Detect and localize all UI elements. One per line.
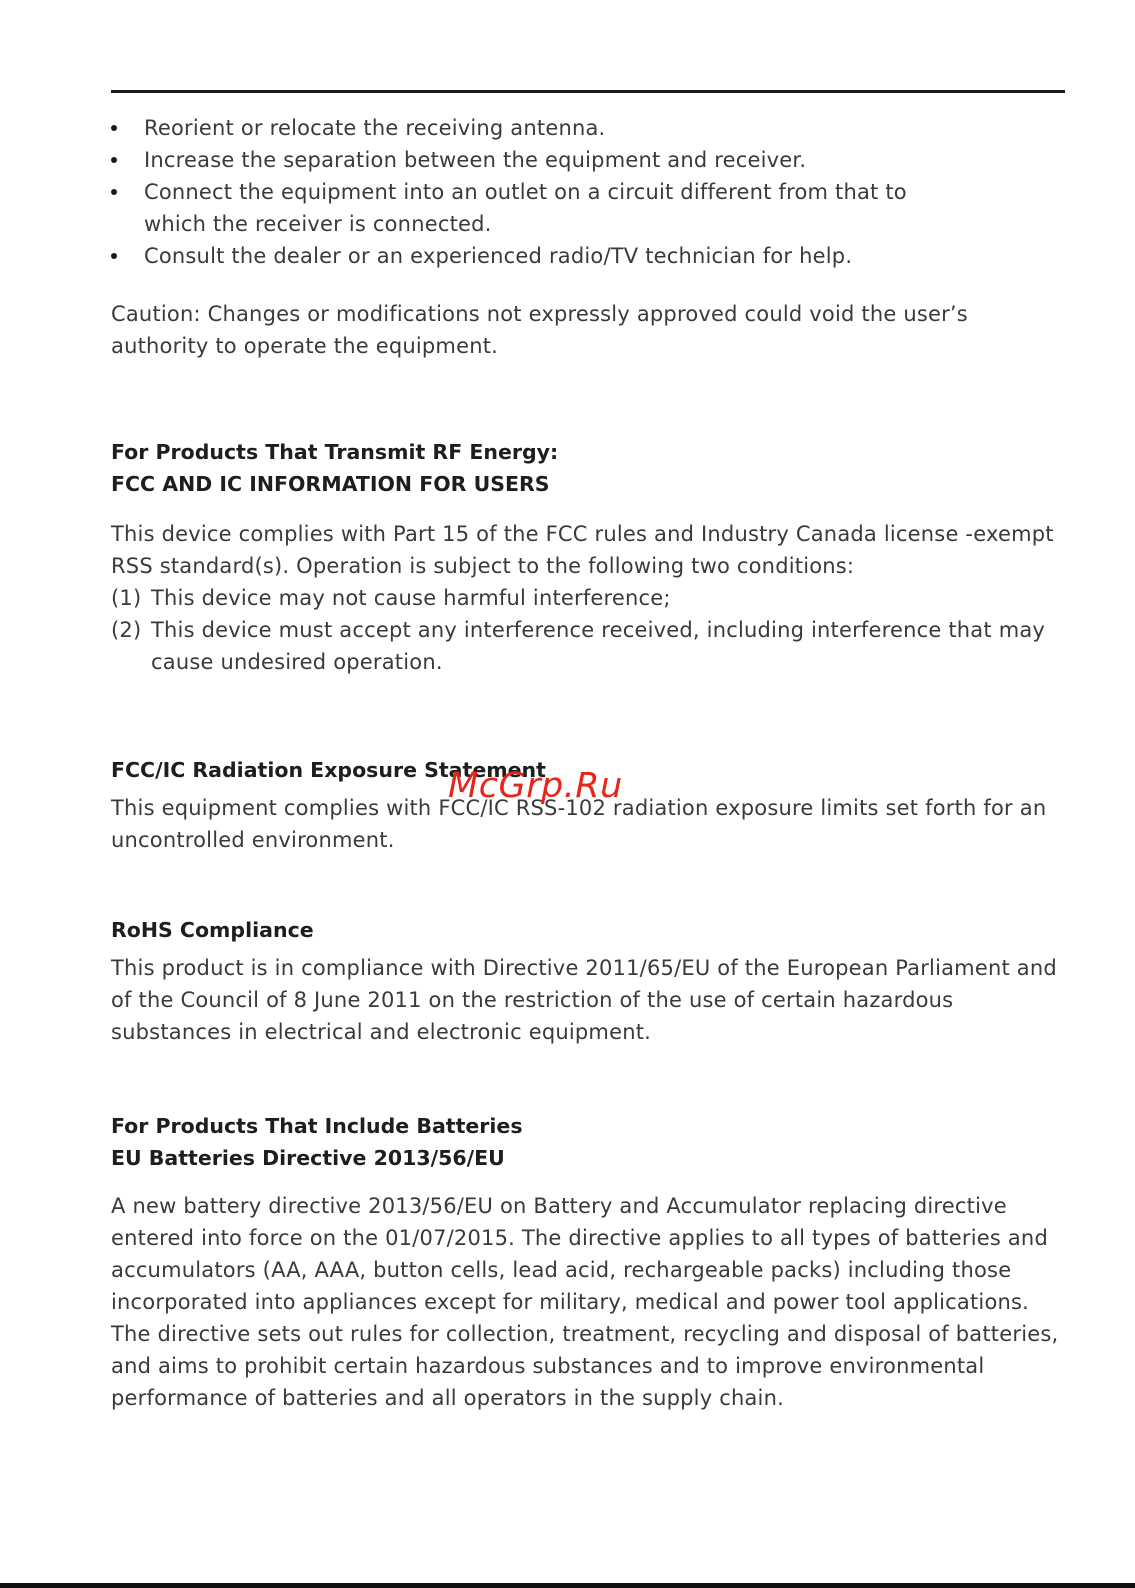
radiation-text: This equipment complies with FCC/IC RSS-102 radiation exposure limits set forth for an uncontrolled environment. [111,796,1047,852]
batteries-heading: For Products That Include Batteries [111,1114,523,1138]
bullet-icon [111,253,117,259]
list-item [111,144,1065,176]
list-item [111,112,1065,144]
watermark-logo: McGrp.Ru [448,766,623,806]
rohs-heading: RoHS Compliance [111,918,314,942]
condition-number: (1) [111,586,142,610]
fcc-ic-heading: FCC AND IC INFORMATION FOR USERS [111,472,550,496]
bullet-text: Increase the separation between the equipment and receiver. [144,148,807,172]
radiation-heading: FCC/IC Radiation Exposure Statement [111,758,546,782]
bullet-text: Connect the equipment into an outlet on a circuit different from that to which the receiver is connected. [144,180,907,236]
list-item [111,240,1065,272]
condition-text: This device may not cause harmful interference; [151,586,671,610]
bottom-rule [0,1583,1135,1588]
condition-number: (2) [111,618,142,642]
interference-bullet-list [111,112,1065,272]
condition-text: This device must accept any interference received, including interference that may cause undesired operation. [151,618,1046,674]
bullet-icon [111,125,117,131]
fcc-intro-text: This device complies with Part 15 of the FCC rules and Industry Canada license -exempt RSS standard(s). Operation is subject to the following two conditions: [111,522,1054,578]
bullet-text: Reorient or relocate the receiving antenna. [144,116,606,140]
document-body [111,112,1065,1414]
list-item [111,582,1065,614]
top-rule [111,90,1065,93]
bullet-text: Consult the dealer or an experienced radio/TV technician for help. [144,244,853,268]
batteries-text: A new battery directive 2013/56/EU on Battery and Accumulator replacing directive entered into force on the 01/07/2015. The directive applies to all types of batteries and accumulators (AA, AAA, button cells, lead acid, rechargeable packs) including those incorporated into appliances except for military, medical and power tool applications. The directive sets out rules for collection, treatment, recycling and disposal of batteries, and aims to prohibit certain hazardous substances and to improve environmental performance of batteries and all operators in the supply chain. [111,1194,1059,1410]
rf-heading: For Products That Transmit RF Energy: [111,440,559,464]
conditions-list [111,582,1065,678]
batteries-directive-heading: EU Batteries Directive 2013/56/EU [111,1146,505,1170]
caution-text: Caution: Changes or modifications not expressly approved could void the user’s authority to operate the equipment. [111,302,968,358]
rohs-text: This product is in compliance with Directive 2011/65/EU of the European Parliament and of the Council of 8 June 2011 on the restriction of the use of certain hazardous substances in electrical and electronic equipment. [111,956,1057,1044]
bullet-icon [111,157,117,163]
list-item [111,176,914,240]
bullet-icon [111,189,117,195]
list-item [111,614,1065,678]
